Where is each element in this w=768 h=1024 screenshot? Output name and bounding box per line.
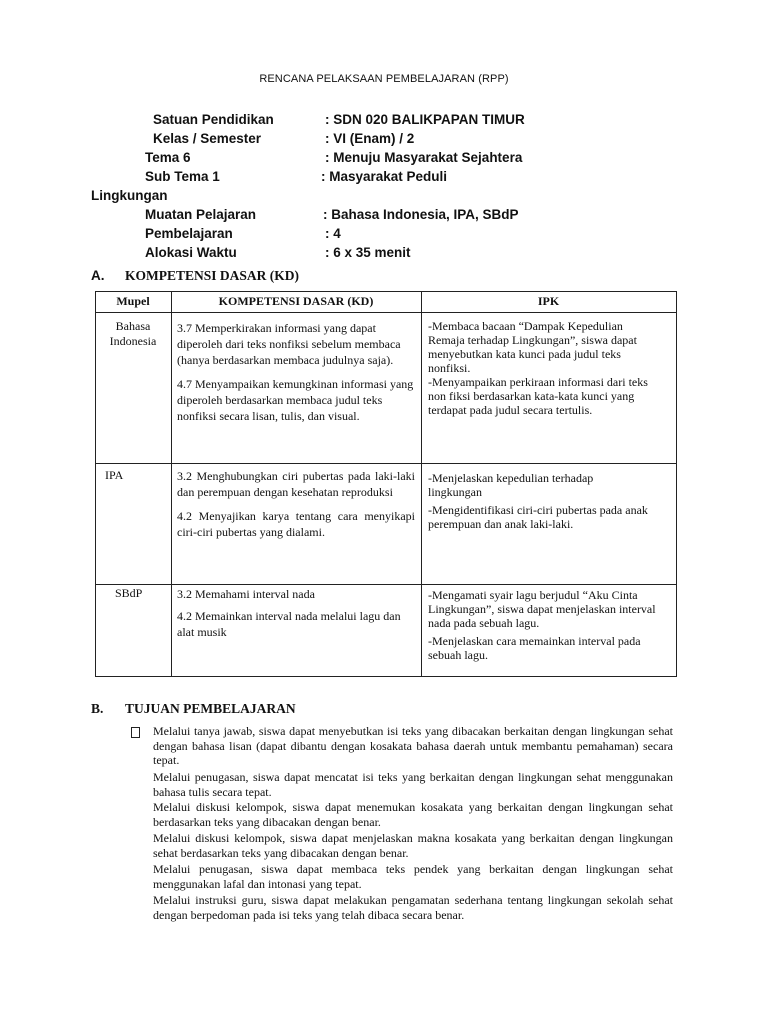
muatan-label: Muatan Pelajaran [145, 207, 257, 222]
mupel-ipa: IPA [105, 468, 124, 482]
objective-item: Melalui diskusi kelompok, siswa dapat menemukan kosakata yang berkaitan dengan lingkungan sehat berdasarkan teks yang dibacakan dengan benar. [153, 800, 673, 829]
kd-cell-bahasa [177, 320, 417, 424]
header-ipk: IPK [537, 294, 560, 308]
section-b-letter: B. [91, 701, 104, 716]
tema-value: : Menuju Masyarakat Sejahtera [325, 150, 523, 165]
kd-table [95, 291, 677, 677]
subtema-label: Sub Tema 1 [145, 169, 220, 184]
ipk-item: -Menjelaskan kepedulian terhadap lingkungan [428, 471, 594, 499]
bullet-placeholder-icon [131, 727, 140, 738]
objective-item: Melalui tanya jawab, siswa dapat menyebutkan isi teks yang dibacakan berkaitan dengan lingkungan sehat dengan bahasa lisan (dapat dibantu dengan kosakata bahasa daerah untuk membantu pemahaman) secara tepat. [153, 724, 673, 767]
header-mupel: Mupel [116, 294, 150, 308]
section-a-title: KOMPETENSI DASAR (KD) [125, 268, 300, 283]
objective-item: Melalui instruksi guru, siswa dapat melakukan pengamatan sederhana tentang lingkungan sekolah sehat dengan berpedoman pada isi teks yang telah dibaca secara benar. [153, 893, 673, 922]
kelas-value: : VI (Enam) / 2 [325, 131, 415, 146]
kd-cell-sbdp [177, 586, 415, 640]
pembelajaran-value: : 4 [325, 226, 341, 241]
tema-label: Tema 6 [145, 150, 191, 165]
satuan-value: : SDN 020 BALIKPAPAN TIMUR [325, 112, 525, 127]
kd-item: 3.7 Memperkirakan informasi yang dapat diperoleh dari teks nonfiksi sebelum membaca (hanya berdasarkan membaca judulnya saja). [177, 321, 401, 367]
objective-item: Melalui penugasan, siswa dapat mencatat isi teks yang berkaitan dengan lingkungan sehat menggunakan bahasa tulis secara tepat. [153, 770, 673, 799]
kd-item: 4.7 Menyampaikan kemungkinan informasi yang diperoleh berdasarkan membaca judul teks nonfiksi secara lisan, tulis, dan visual. [177, 377, 414, 423]
kd-item: 3.2 Menghubungkan ciri pubertas pada laki-laki dan perempuan dengan kesehatan reproduksi [177, 469, 415, 499]
kd-cell-ipa [177, 468, 415, 540]
pembelajaran-label: Pembelajaran [145, 226, 233, 241]
kd-item: 3.2 Memahami interval nada [177, 587, 315, 601]
mupel-bahasa-indonesia: Bahasa Indonesia [109, 319, 157, 348]
alokasi-value: : 6 x 35 menit [325, 245, 411, 260]
ipk-cell-sbdp [428, 588, 668, 662]
ipk-item: -Mengamati syair lagu berjudul “Aku Cinta Lingkungan”, siswa dapat menjelaskan interval nada pada sebuah lagu. [428, 588, 656, 630]
section-a-letter: A. [91, 268, 105, 283]
kd-item: 4.2 Menyajikan karya tentang cara menyikapi ciri-ciri pubertas yang dialami. [177, 509, 415, 539]
ipk-cell-bahasa [428, 319, 650, 417]
kd-item: 4.2 Memainkan interval nada melalui lagu dan alat musik [177, 609, 401, 639]
ipk-item: -Menjelaskan cara memainkan interval pada sebuah lagu. [428, 634, 641, 662]
objective-item: Melalui diskusi kelompok, siswa dapat menjelaskan makna kosakata yang berkaitan dengan lingkungan sehat berdasarkan teks yang dibacakan dengan benar. [153, 831, 673, 860]
ipk-item: -Menyampaikan perkiraan informasi dari teks non fiksi berdasarkan kata-kata kunci yang terdapat pada judul secara tertulis. [428, 375, 648, 417]
subtema-continuation: Lingkungan [91, 188, 168, 203]
subtema-value: : Masyarakat Peduli [321, 169, 448, 184]
document-title: RENCANA PELAKSAAN PEMBELAJARAN (RPP) [259, 73, 509, 85]
objective-item: Melalui penugasan, siswa dapat membaca teks pendek yang berkaitan dengan lingkungan sehat menggunakan lafal dan intonasi yang tepat. [153, 862, 673, 891]
section-b-title: TUJUAN PEMBELAJARAN [125, 701, 296, 716]
ipk-item: -Mengidentifikasi ciri-ciri pubertas pada anak perempuan dan anak laki-laki. [428, 503, 648, 531]
alokasi-label: Alokasi Waktu [145, 245, 237, 260]
kelas-label: Kelas / Semester [153, 131, 262, 146]
header-kd: KOMPETENSI DASAR (KD) [218, 294, 374, 308]
muatan-value: : Bahasa Indonesia, IPA, SBdP [323, 207, 519, 222]
ipk-cell-ipa [428, 471, 650, 531]
ipk-item: -Membaca bacaan “Dampak Kepedulian Remaja terhadap Lingkungan”, siswa dapat menyebutkan kata kunci pada judul teks nonfiksi. [428, 319, 637, 375]
mupel-sbdp: SBdP [115, 586, 143, 600]
satuan-label: Satuan Pendidikan [153, 112, 274, 127]
